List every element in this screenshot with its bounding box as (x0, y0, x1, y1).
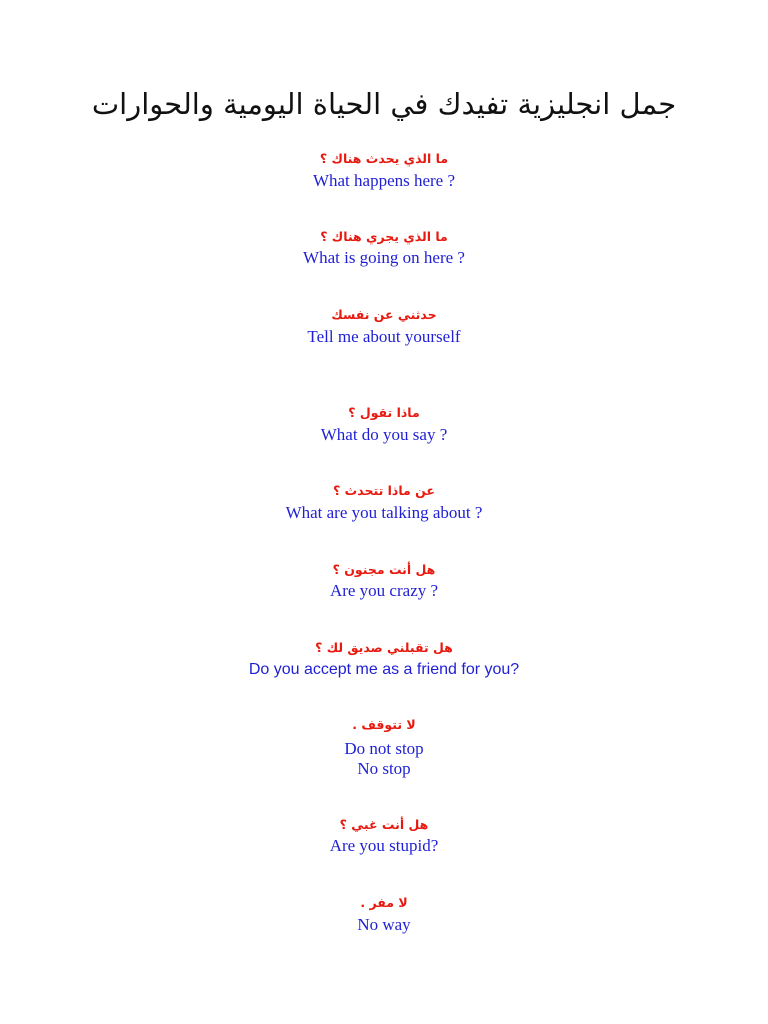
phrase-arabic: حدثني عن نفسك (331, 307, 437, 322)
phrase-arabic: هل أنت مجنون ؟ (332, 562, 436, 577)
phrase-arabic: لا تتوقف . (352, 717, 416, 732)
phrase-english: Are you stupid? (329, 836, 439, 855)
phrase-english: No way (357, 915, 411, 934)
phrase-arabic: لا مفر . (360, 895, 408, 910)
phrase-arabic: ما الذي يحدث هناك ؟ (319, 151, 449, 166)
phrase-arabic: هل أنت غبي ؟ (339, 817, 429, 832)
phrase-english: Are you crazy ? (329, 581, 439, 600)
phrase-english: What are you talking about ? (285, 503, 483, 522)
phrase-english: Do you accept me as a friend for you? (248, 661, 520, 678)
phrase-english: Tell me about yourself (307, 327, 461, 346)
phrase-english: What happens here ? (312, 171, 456, 190)
phrase-english: What is going on here ? (303, 248, 465, 267)
phrase-english: Do not stop (344, 739, 424, 758)
phrase-arabic: ماذا تقول ؟ (348, 405, 420, 420)
page-title: جمل انجليزية تفيدك في الحياة اليومية والحوارات (91, 87, 677, 121)
phrase-arabic: عن ماذا تتحدث ؟ (333, 483, 435, 498)
phrase-english: What do you say ? (320, 425, 448, 444)
phrase-english: No stop (357, 759, 411, 778)
phrase-arabic: هل تقبلني صديق لك ؟ (315, 640, 453, 655)
phrase-arabic: ما الذي يجري هناك ؟ (320, 229, 448, 244)
